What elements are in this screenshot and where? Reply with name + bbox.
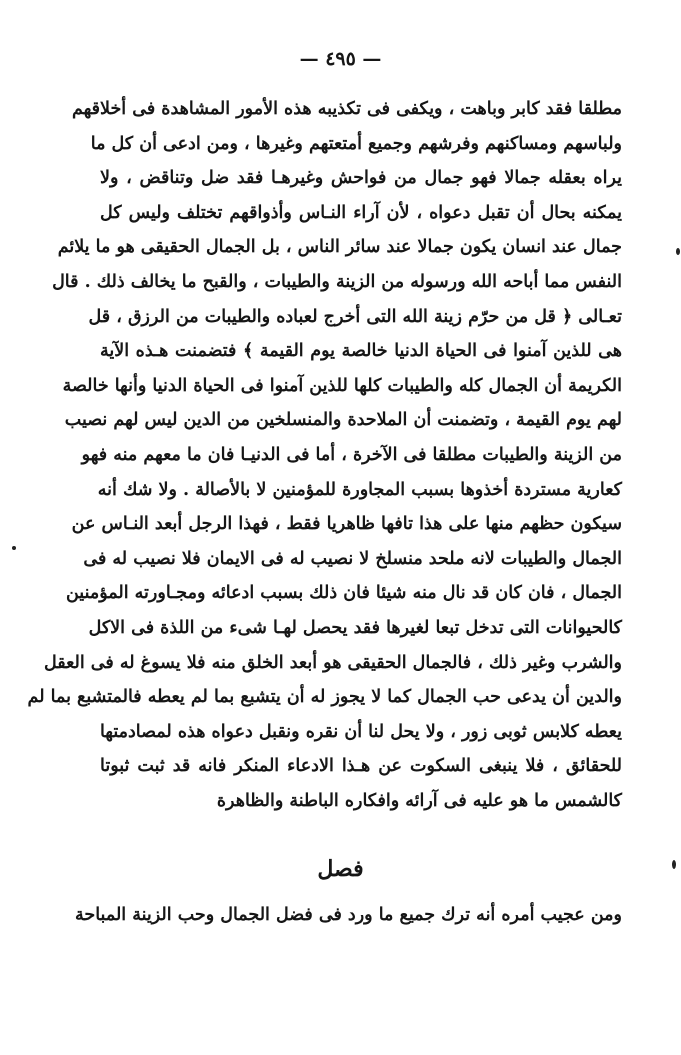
scan-speck bbox=[676, 248, 680, 255]
scan-speck bbox=[672, 860, 676, 869]
text-line: كالحيوانات التى تدخل تبعا لغيرها فقد يحصل لهـا شىء من اللذة فى الاكل bbox=[88, 617, 622, 638]
text-line: النفس مما أباحه الله ورسوله من الزينة والطيبات ، والقبح ما يخالف ذلك . قال bbox=[52, 271, 622, 292]
text-line: للحقائق ، فلا ينبغى السكوت عن هـذا الادعاء المنكر فانه قد ثبت ثبوتا bbox=[100, 756, 622, 777]
text-line: من الزينة والطيبات مطلقا فى الآخرة ، أما فى الدنيـا فان ما معهم منه فهو bbox=[81, 444, 622, 465]
text-line: ولباسهم ومساكنهم وفرشهم وجميع أمتعتهم وغيرها ، ومن ادعى أن كل ما bbox=[90, 133, 622, 154]
page-number: — ٤٩٥ — bbox=[299, 48, 382, 70]
text-line: هى للذين آمنوا فى الحياة الدنيا خالصة يوم القيمة ﴾ فتضمنت هـذه الآية bbox=[100, 341, 622, 362]
text-line: كعارية مستردة أخذوها بسبب المجاورة للمؤمنين لا بالأصالة . ولا شك أنه bbox=[97, 479, 622, 500]
text-line: الجمال ، فان كان قد نال منه شيئا فان ذلك بسبب ادعائه ومجـاورته المؤمنين bbox=[65, 583, 622, 604]
text-line: يعطه كلابس ثوبى زور ، ولا يحل لنا أن نقره ونقبل دعواه هذه لمصادمتها bbox=[99, 721, 622, 742]
text-line: يمكنه بحال أن تقبل دعواه ، لأن آراء النـاس وأذواقهم تختلف وليس كل bbox=[100, 202, 622, 223]
text-line: الجمال والطيبات لانه ملحد منسلخ لا نصيب له فى الايمان فلا نصيب له فى bbox=[83, 548, 622, 569]
text-line: لهم يوم القيمة ، وتضمنت أن الملاحدة والمنسلخين من الدين ليس لهم نصيب bbox=[64, 410, 622, 431]
main-paragraph bbox=[27, 92, 622, 818]
text-line: سيكون حظهم منها على هذا تافها ظاهريا فقط ، فهذا الرجل أبعد النـاس عن bbox=[71, 514, 622, 535]
text-line: يراه بعقله جمالا فهو جمال من فواحش وغيرهـا فقد ضل وتناقض ، ولا bbox=[100, 168, 622, 189]
text-line: مطلقا فقد كابر وباهت ، ويكفى فى تكذيبه هذه الأمور المشاهدة فى أخلاقهم bbox=[71, 99, 622, 119]
text-line: تعـالى ﴿ قل من حرّم زينة الله التى أخرج لعباده والطيبات من الرزق ، قل bbox=[88, 306, 622, 327]
text-line: الكريمة أن الجمال كله والطيبات كلها للذين آمنوا فى الحياة الدنيا وأنها خالصة bbox=[62, 375, 622, 396]
section-first-line: ومن عجيب أمره أنه ترك جميع ما ورد فى فضل الجمال وحب الزينة المباحة bbox=[75, 905, 622, 925]
section-heading: فصل bbox=[317, 856, 364, 882]
text-line: والشرب وغير ذلك ، فالجمال الحقيقى هو أبعد الخلق منه فلا يسوغ له فى العقل bbox=[43, 652, 622, 673]
text-line: والدين أن يدعى حب الجمال كما لا يجوز له أن يتشبع بما لم يعطه فالمتشبع بما لم bbox=[27, 687, 622, 708]
text-line: جمال عند انسان يكون جمالا عند سائر الناس ، بل الجمال الحقيقى هو ما يلائم bbox=[57, 237, 622, 258]
text-line-last: كالشمس ما هو عليه فى آرائه وافكاره الباطنة والظاهرة bbox=[216, 790, 622, 811]
scan-speck bbox=[12, 546, 16, 550]
